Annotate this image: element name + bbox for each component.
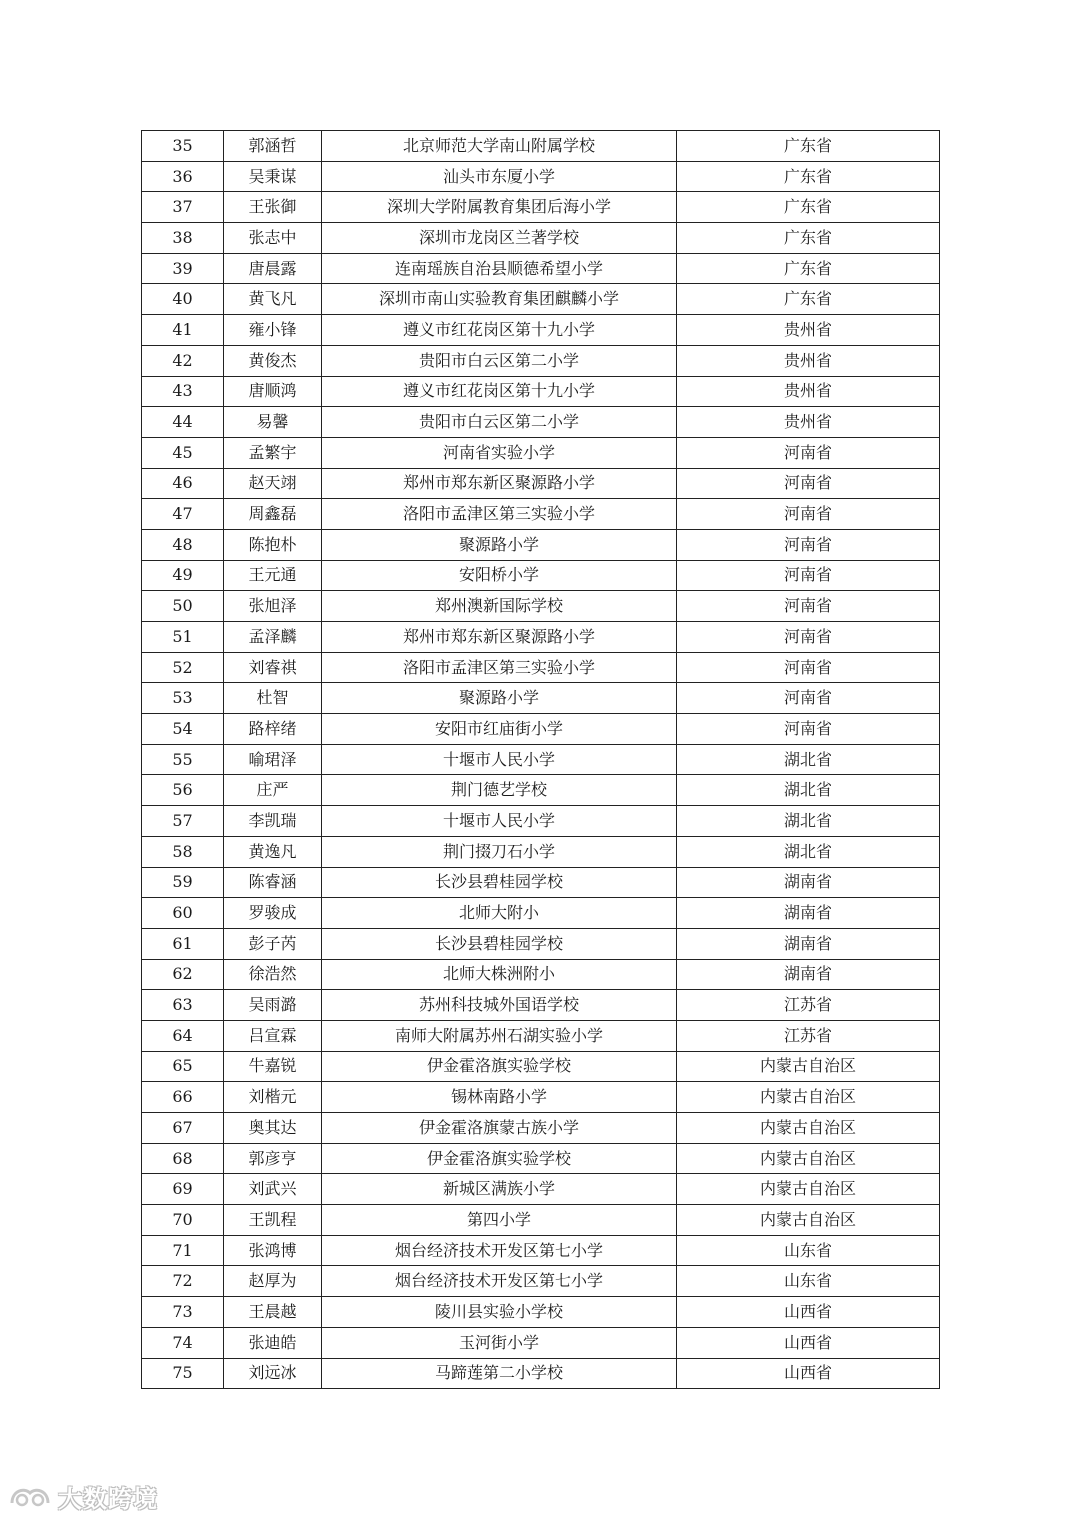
row-number-cell: 37 (142, 192, 224, 223)
row-number-cell: 53 (142, 683, 224, 714)
student-name-cell: 孟繁宇 (224, 437, 322, 468)
school-name-cell: 河南省实验小学 (322, 437, 677, 468)
province-cell: 山东省 (677, 1235, 940, 1266)
row-number-cell: 45 (142, 437, 224, 468)
table-row (142, 315, 940, 346)
row-number-cell: 60 (142, 898, 224, 929)
province-cell: 贵州省 (677, 315, 940, 346)
school-name-cell: 南师大附属苏州石湖实验小学 (322, 1020, 677, 1051)
row-number-cell: 49 (142, 560, 224, 591)
table-row (142, 1143, 940, 1174)
row-number-cell: 74 (142, 1327, 224, 1358)
student-name-cell: 陈抱朴 (224, 529, 322, 560)
row-number-cell: 64 (142, 1020, 224, 1051)
school-name-cell: 苏州科技城外国语学校 (322, 990, 677, 1021)
row-number-cell: 71 (142, 1235, 224, 1266)
student-name-cell: 赵天翊 (224, 468, 322, 499)
school-name-cell: 伊金霍洛旗实验学校 (322, 1051, 677, 1082)
school-name-cell: 长沙县碧桂园学校 (322, 928, 677, 959)
table-row (142, 1205, 940, 1236)
table-row (142, 1358, 940, 1389)
table-row (142, 744, 940, 775)
province-cell: 内蒙古自治区 (677, 1082, 940, 1113)
table-row (142, 284, 940, 315)
province-cell: 广东省 (677, 161, 940, 192)
table-row (142, 161, 940, 192)
row-number-cell: 67 (142, 1113, 224, 1144)
student-name-cell: 奥其达 (224, 1113, 322, 1144)
student-name-cell: 牛嘉锐 (224, 1051, 322, 1082)
row-number-cell: 63 (142, 990, 224, 1021)
province-cell: 贵州省 (677, 407, 940, 438)
row-number-cell: 40 (142, 284, 224, 315)
table-row (142, 990, 940, 1021)
student-name-cell: 吴秉谋 (224, 161, 322, 192)
row-number-cell: 55 (142, 744, 224, 775)
student-name-cell: 郭彦亨 (224, 1143, 322, 1174)
row-number-cell: 47 (142, 499, 224, 530)
province-cell: 河南省 (677, 437, 940, 468)
student-name-cell: 刘武兴 (224, 1174, 322, 1205)
province-cell: 河南省 (677, 468, 940, 499)
row-number-cell: 43 (142, 376, 224, 407)
row-number-cell: 57 (142, 806, 224, 837)
school-name-cell: 遵义市红花岗区第十九小学 (322, 376, 677, 407)
table-row (142, 407, 940, 438)
student-name-cell: 王张御 (224, 192, 322, 223)
table-row (142, 683, 940, 714)
row-number-cell: 62 (142, 959, 224, 990)
school-name-cell: 贵阳市白云区第二小学 (322, 407, 677, 438)
school-name-cell: 第四小学 (322, 1205, 677, 1236)
province-cell: 河南省 (677, 622, 940, 653)
table-row (142, 806, 940, 837)
table-row (142, 1297, 940, 1328)
row-number-cell: 36 (142, 161, 224, 192)
student-name-cell: 郭涵哲 (224, 131, 322, 162)
table-row (142, 622, 940, 653)
row-number-cell: 39 (142, 253, 224, 284)
province-cell: 河南省 (677, 714, 940, 745)
student-name-cell: 刘远冰 (224, 1358, 322, 1389)
province-cell: 湖北省 (677, 836, 940, 867)
table-row (142, 714, 940, 745)
table-row (142, 560, 940, 591)
province-cell: 河南省 (677, 652, 940, 683)
row-number-cell: 44 (142, 407, 224, 438)
row-number-cell: 69 (142, 1174, 224, 1205)
province-cell: 江苏省 (677, 990, 940, 1021)
school-name-cell: 北师大附小 (322, 898, 677, 929)
school-name-cell: 长沙县碧桂园学校 (322, 867, 677, 898)
school-name-cell: 贵阳市白云区第二小学 (322, 345, 677, 376)
school-name-cell: 连南瑶族自治县顺德希望小学 (322, 253, 677, 284)
province-cell: 广东省 (677, 253, 940, 284)
row-number-cell: 73 (142, 1297, 224, 1328)
student-name-cell: 黄逸凡 (224, 836, 322, 867)
province-cell: 河南省 (677, 560, 940, 591)
school-name-cell: 聚源路小学 (322, 683, 677, 714)
student-name-cell: 刘楷元 (224, 1082, 322, 1113)
school-name-cell: 汕头市东厦小学 (322, 161, 677, 192)
province-cell: 山西省 (677, 1297, 940, 1328)
student-name-cell: 张志中 (224, 223, 322, 254)
school-name-cell: 安阳市红庙街小学 (322, 714, 677, 745)
table-row (142, 1113, 940, 1144)
school-name-cell: 北师大株洲附小 (322, 959, 677, 990)
table-row (142, 1051, 940, 1082)
student-name-cell: 王晨越 (224, 1297, 322, 1328)
student-name-cell: 路梓绪 (224, 714, 322, 745)
province-cell: 江苏省 (677, 1020, 940, 1051)
student-name-cell: 唐顺鸿 (224, 376, 322, 407)
school-name-cell: 马蹄莲第二小学校 (322, 1358, 677, 1389)
school-name-cell: 陵川县实验小学校 (322, 1297, 677, 1328)
row-number-cell: 72 (142, 1266, 224, 1297)
table-row (142, 836, 940, 867)
school-name-cell: 深圳大学附属教育集团后海小学 (322, 192, 677, 223)
table-row (142, 591, 940, 622)
table-row (142, 376, 940, 407)
row-number-cell: 61 (142, 928, 224, 959)
student-name-cell: 张旭泽 (224, 591, 322, 622)
row-number-cell: 41 (142, 315, 224, 346)
student-name-cell: 刘睿祺 (224, 652, 322, 683)
row-number-cell: 35 (142, 131, 224, 162)
student-name-cell: 周鑫磊 (224, 499, 322, 530)
student-name-cell: 吕宣霖 (224, 1020, 322, 1051)
student-name-cell: 王元通 (224, 560, 322, 591)
school-name-cell: 伊金霍洛旗蒙古族小学 (322, 1113, 677, 1144)
student-name-cell: 张迪皓 (224, 1327, 322, 1358)
table-row (142, 192, 940, 223)
row-number-cell: 38 (142, 223, 224, 254)
row-number-cell: 68 (142, 1143, 224, 1174)
school-name-cell: 荆门德艺学校 (322, 775, 677, 806)
school-name-cell: 遵义市红花岗区第十九小学 (322, 315, 677, 346)
table-row (142, 1266, 940, 1297)
province-cell: 广东省 (677, 284, 940, 315)
province-cell: 广东省 (677, 223, 940, 254)
student-name-cell: 徐浩然 (224, 959, 322, 990)
province-cell: 湖北省 (677, 806, 940, 837)
school-name-cell: 郑州澳新国际学校 (322, 591, 677, 622)
school-name-cell: 十堰市人民小学 (322, 806, 677, 837)
province-cell: 广东省 (677, 192, 940, 223)
row-number-cell: 52 (142, 652, 224, 683)
school-name-cell: 烟台经济技术开发区第七小学 (322, 1266, 677, 1297)
dashu-logo-icon (8, 1481, 52, 1511)
table-row (142, 499, 940, 530)
province-cell: 内蒙古自治区 (677, 1113, 940, 1144)
province-cell: 湖南省 (677, 867, 940, 898)
school-name-cell: 北京师范大学南山附属学校 (322, 131, 677, 162)
school-name-cell: 十堰市人民小学 (322, 744, 677, 775)
roster-table-body (142, 131, 940, 1389)
school-name-cell: 郑州市郑东新区聚源路小学 (322, 468, 677, 499)
student-name-cell: 庄严 (224, 775, 322, 806)
table-row (142, 345, 940, 376)
school-name-cell: 锡林南路小学 (322, 1082, 677, 1113)
student-name-cell: 张鸿博 (224, 1235, 322, 1266)
table-row (142, 131, 940, 162)
province-cell: 河南省 (677, 683, 940, 714)
province-cell: 河南省 (677, 591, 940, 622)
row-number-cell: 59 (142, 867, 224, 898)
row-number-cell: 56 (142, 775, 224, 806)
province-cell: 贵州省 (677, 376, 940, 407)
table-row (142, 1327, 940, 1358)
student-name-cell: 孟泽麟 (224, 622, 322, 653)
province-cell: 湖北省 (677, 744, 940, 775)
table-row (142, 898, 940, 929)
student-name-cell: 吴雨潞 (224, 990, 322, 1021)
row-number-cell: 51 (142, 622, 224, 653)
province-cell: 贵州省 (677, 345, 940, 376)
province-cell: 河南省 (677, 529, 940, 560)
student-name-cell: 王凯程 (224, 1205, 322, 1236)
province-cell: 河南省 (677, 499, 940, 530)
student-name-cell: 唐晨露 (224, 253, 322, 284)
student-name-cell: 陈睿涵 (224, 867, 322, 898)
province-cell: 山东省 (677, 1266, 940, 1297)
school-name-cell: 新城区满族小学 (322, 1174, 677, 1205)
school-name-cell: 伊金霍洛旗实验学校 (322, 1143, 677, 1174)
student-name-cell: 雍小锋 (224, 315, 322, 346)
table-row (142, 1082, 940, 1113)
row-number-cell: 48 (142, 529, 224, 560)
student-name-cell: 黄飞凡 (224, 284, 322, 315)
school-name-cell: 玉河街小学 (322, 1327, 677, 1358)
table-row (142, 437, 940, 468)
province-cell: 湖北省 (677, 775, 940, 806)
school-name-cell: 荆门掇刀石小学 (322, 836, 677, 867)
table-row (142, 1020, 940, 1051)
school-name-cell: 郑州市郑东新区聚源路小学 (322, 622, 677, 653)
school-name-cell: 深圳市龙岗区兰著学校 (322, 223, 677, 254)
roster-table (141, 130, 940, 1389)
table-row (142, 959, 940, 990)
school-name-cell: 洛阳市孟津区第三实验小学 (322, 652, 677, 683)
watermark-text: 大数跨境 (58, 1484, 158, 1513)
table-row (142, 1235, 940, 1266)
school-name-cell: 安阳桥小学 (322, 560, 677, 591)
table-row (142, 775, 940, 806)
school-name-cell: 烟台经济技术开发区第七小学 (322, 1235, 677, 1266)
row-number-cell: 65 (142, 1051, 224, 1082)
province-cell: 内蒙古自治区 (677, 1143, 940, 1174)
row-number-cell: 75 (142, 1358, 224, 1389)
row-number-cell: 58 (142, 836, 224, 867)
school-name-cell: 聚源路小学 (322, 529, 677, 560)
row-number-cell: 54 (142, 714, 224, 745)
province-cell: 广东省 (677, 131, 940, 162)
table-row (142, 468, 940, 499)
table-row (142, 1174, 940, 1205)
school-name-cell: 深圳市南山实验教育集团麒麟小学 (322, 284, 677, 315)
row-number-cell: 70 (142, 1205, 224, 1236)
row-number-cell: 50 (142, 591, 224, 622)
row-number-cell: 42 (142, 345, 224, 376)
table-row (142, 223, 940, 254)
table-row (142, 867, 940, 898)
student-name-cell: 赵厚为 (224, 1266, 322, 1297)
watermark (8, 1479, 158, 1513)
province-cell: 湖南省 (677, 928, 940, 959)
student-name-cell: 李凯瑞 (224, 806, 322, 837)
province-cell: 湖南省 (677, 959, 940, 990)
table-row (142, 928, 940, 959)
province-cell: 内蒙古自治区 (677, 1051, 940, 1082)
province-cell: 湖南省 (677, 898, 940, 929)
student-name-cell: 彭子芮 (224, 928, 322, 959)
province-cell: 山西省 (677, 1327, 940, 1358)
student-name-cell: 杜智 (224, 683, 322, 714)
table-row (142, 652, 940, 683)
row-number-cell: 46 (142, 468, 224, 499)
table-row (142, 529, 940, 560)
row-number-cell: 66 (142, 1082, 224, 1113)
student-name-cell: 易馨 (224, 407, 322, 438)
province-cell: 山西省 (677, 1358, 940, 1389)
student-name-cell: 罗骏成 (224, 898, 322, 929)
table-row (142, 253, 940, 284)
province-cell: 内蒙古自治区 (677, 1174, 940, 1205)
province-cell: 内蒙古自治区 (677, 1205, 940, 1236)
student-name-cell: 黄俊杰 (224, 345, 322, 376)
school-name-cell: 洛阳市孟津区第三实验小学 (322, 499, 677, 530)
student-name-cell: 喻珺泽 (224, 744, 322, 775)
